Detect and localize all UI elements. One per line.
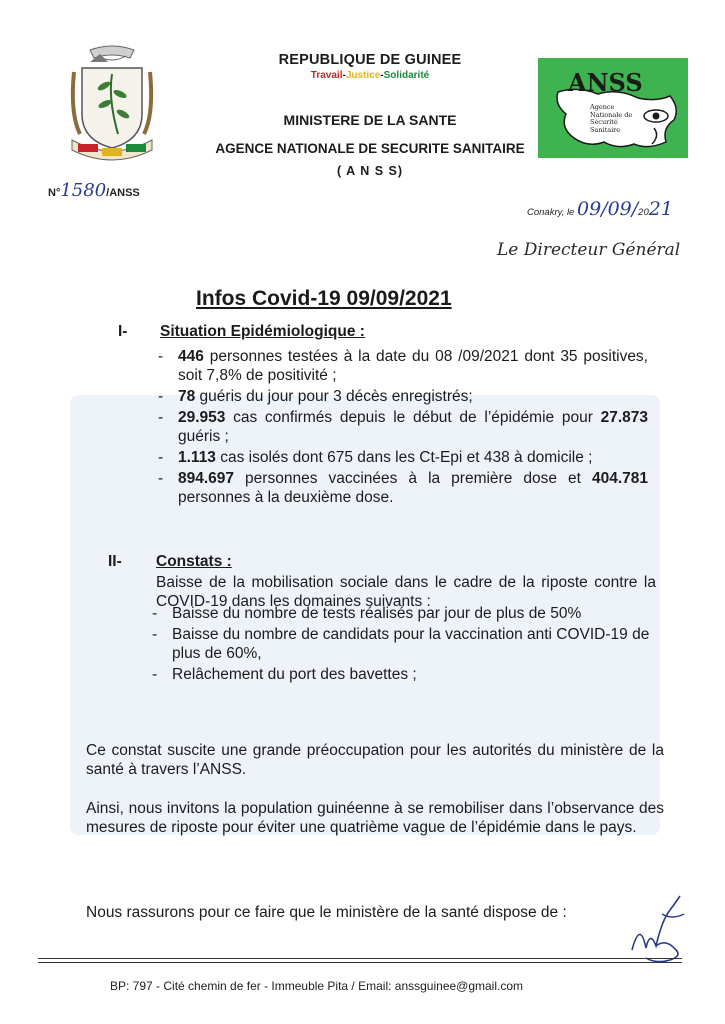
list-item: - 78 guéris du jour pour 3 décès enregistrés;: [156, 387, 648, 406]
ministry-heading: MINISTERE DE LA SANTE: [283, 112, 457, 128]
list-item: - Relâchement du port des bavettes ;: [150, 665, 660, 684]
section-1-number: I-: [118, 323, 128, 340]
footer-divider: [38, 958, 682, 959]
list-item: - 29.953 cas confirmés depuis le début de l’épidémie pour 27.873 guéris ;: [156, 408, 648, 446]
constats-intro: Baisse de la mobilisation sociale dans le cadre de la riposte contre la COVID-19 dans les domaines suivants :: [156, 574, 656, 610]
constats-list: [150, 604, 660, 686]
motto-solidarity: Solidarité: [383, 70, 430, 81]
doc-number-prefix: N°: [48, 187, 61, 199]
paragraph-reassurance: Nous rassurons pour ce faire que le ministère de la santé dispose de :: [86, 904, 567, 921]
national-motto: [210, 70, 530, 81]
paragraph-concern: Ce constat suscite une grande préoccupation pour les autorités du ministère de la santé à travers l’ANSS.: [86, 742, 664, 778]
date-line: Conakry, le 09/09/2021: [527, 198, 673, 220]
agency-acronym: ( A N S S): [336, 164, 404, 178]
republic-heading: REPUBLIQUE DE GUINEE: [278, 52, 462, 68]
footer-divider: [38, 962, 682, 963]
list-item: - 446 personnes testées à la date du 08 /09/2021 dont 35 positives, soit 7,8% de positivité ;: [156, 347, 648, 385]
director-title: Le Directeur Général: [497, 240, 681, 260]
document-number: [48, 180, 140, 201]
list-item: - 894.697 personnes vaccinées à la première dose et 404.781 personnes à la deuxième dose.: [156, 469, 648, 507]
motto-work: Travail: [310, 70, 343, 81]
coat-of-arms-icon: [60, 44, 164, 168]
section-2-title: Constats :: [156, 553, 232, 570]
date-year: 21: [648, 198, 673, 220]
list-item: - 1.113 cas isolés dont 675 dans les Ct-Epi et 438 à domicile ;: [156, 448, 648, 467]
motto-sep-1: -: [342, 70, 346, 81]
date-day: 09: [576, 198, 602, 220]
date-year-prefix: 20: [638, 207, 649, 218]
logo-title: ANSS: [568, 68, 643, 97]
document-title: Infos Covid-19 09/09/2021: [196, 287, 452, 310]
motto-sep-2: -: [380, 70, 384, 81]
epidemiological-list: [156, 347, 648, 509]
logo-subtitle: Agence Nationale de Sécurité Sanitaire: [590, 103, 633, 134]
footer-address: BP: 797 - Cité chemin de fer - Immeuble Pita / Email: anssguinee@gmail.com: [110, 979, 524, 993]
agency-heading: AGENCE NATIONALE DE SECURITE SANITAIRE: [215, 141, 525, 156]
paragraph-invitation: Ainsi, nous invitons la population guinéenne à se remobiliser dans l’observance des mesures de riposte pour éviter une quatrième vague de l’épidémie dans le pays.: [86, 800, 664, 836]
date-prefix: Conakry, le: [527, 207, 575, 218]
doc-number-suffix: /ANSS: [106, 187, 140, 199]
motto-justice: Justice: [345, 70, 381, 81]
section-2-number: II-: [108, 553, 122, 570]
section-1-title: Situation Epidémiologique :: [160, 323, 365, 340]
list-item: - Baisse du nombre de tests réalisés par jour de plus de 50%: [150, 604, 660, 623]
anss-logo: [538, 58, 688, 158]
date-month: 09: [607, 198, 632, 220]
doc-number-handwritten: 1580: [60, 180, 107, 201]
list-item: - Baisse du nombre de candidats pour la vaccination anti COVID-19 de plus de 60%,: [150, 625, 660, 663]
signature-icon: [626, 890, 690, 968]
